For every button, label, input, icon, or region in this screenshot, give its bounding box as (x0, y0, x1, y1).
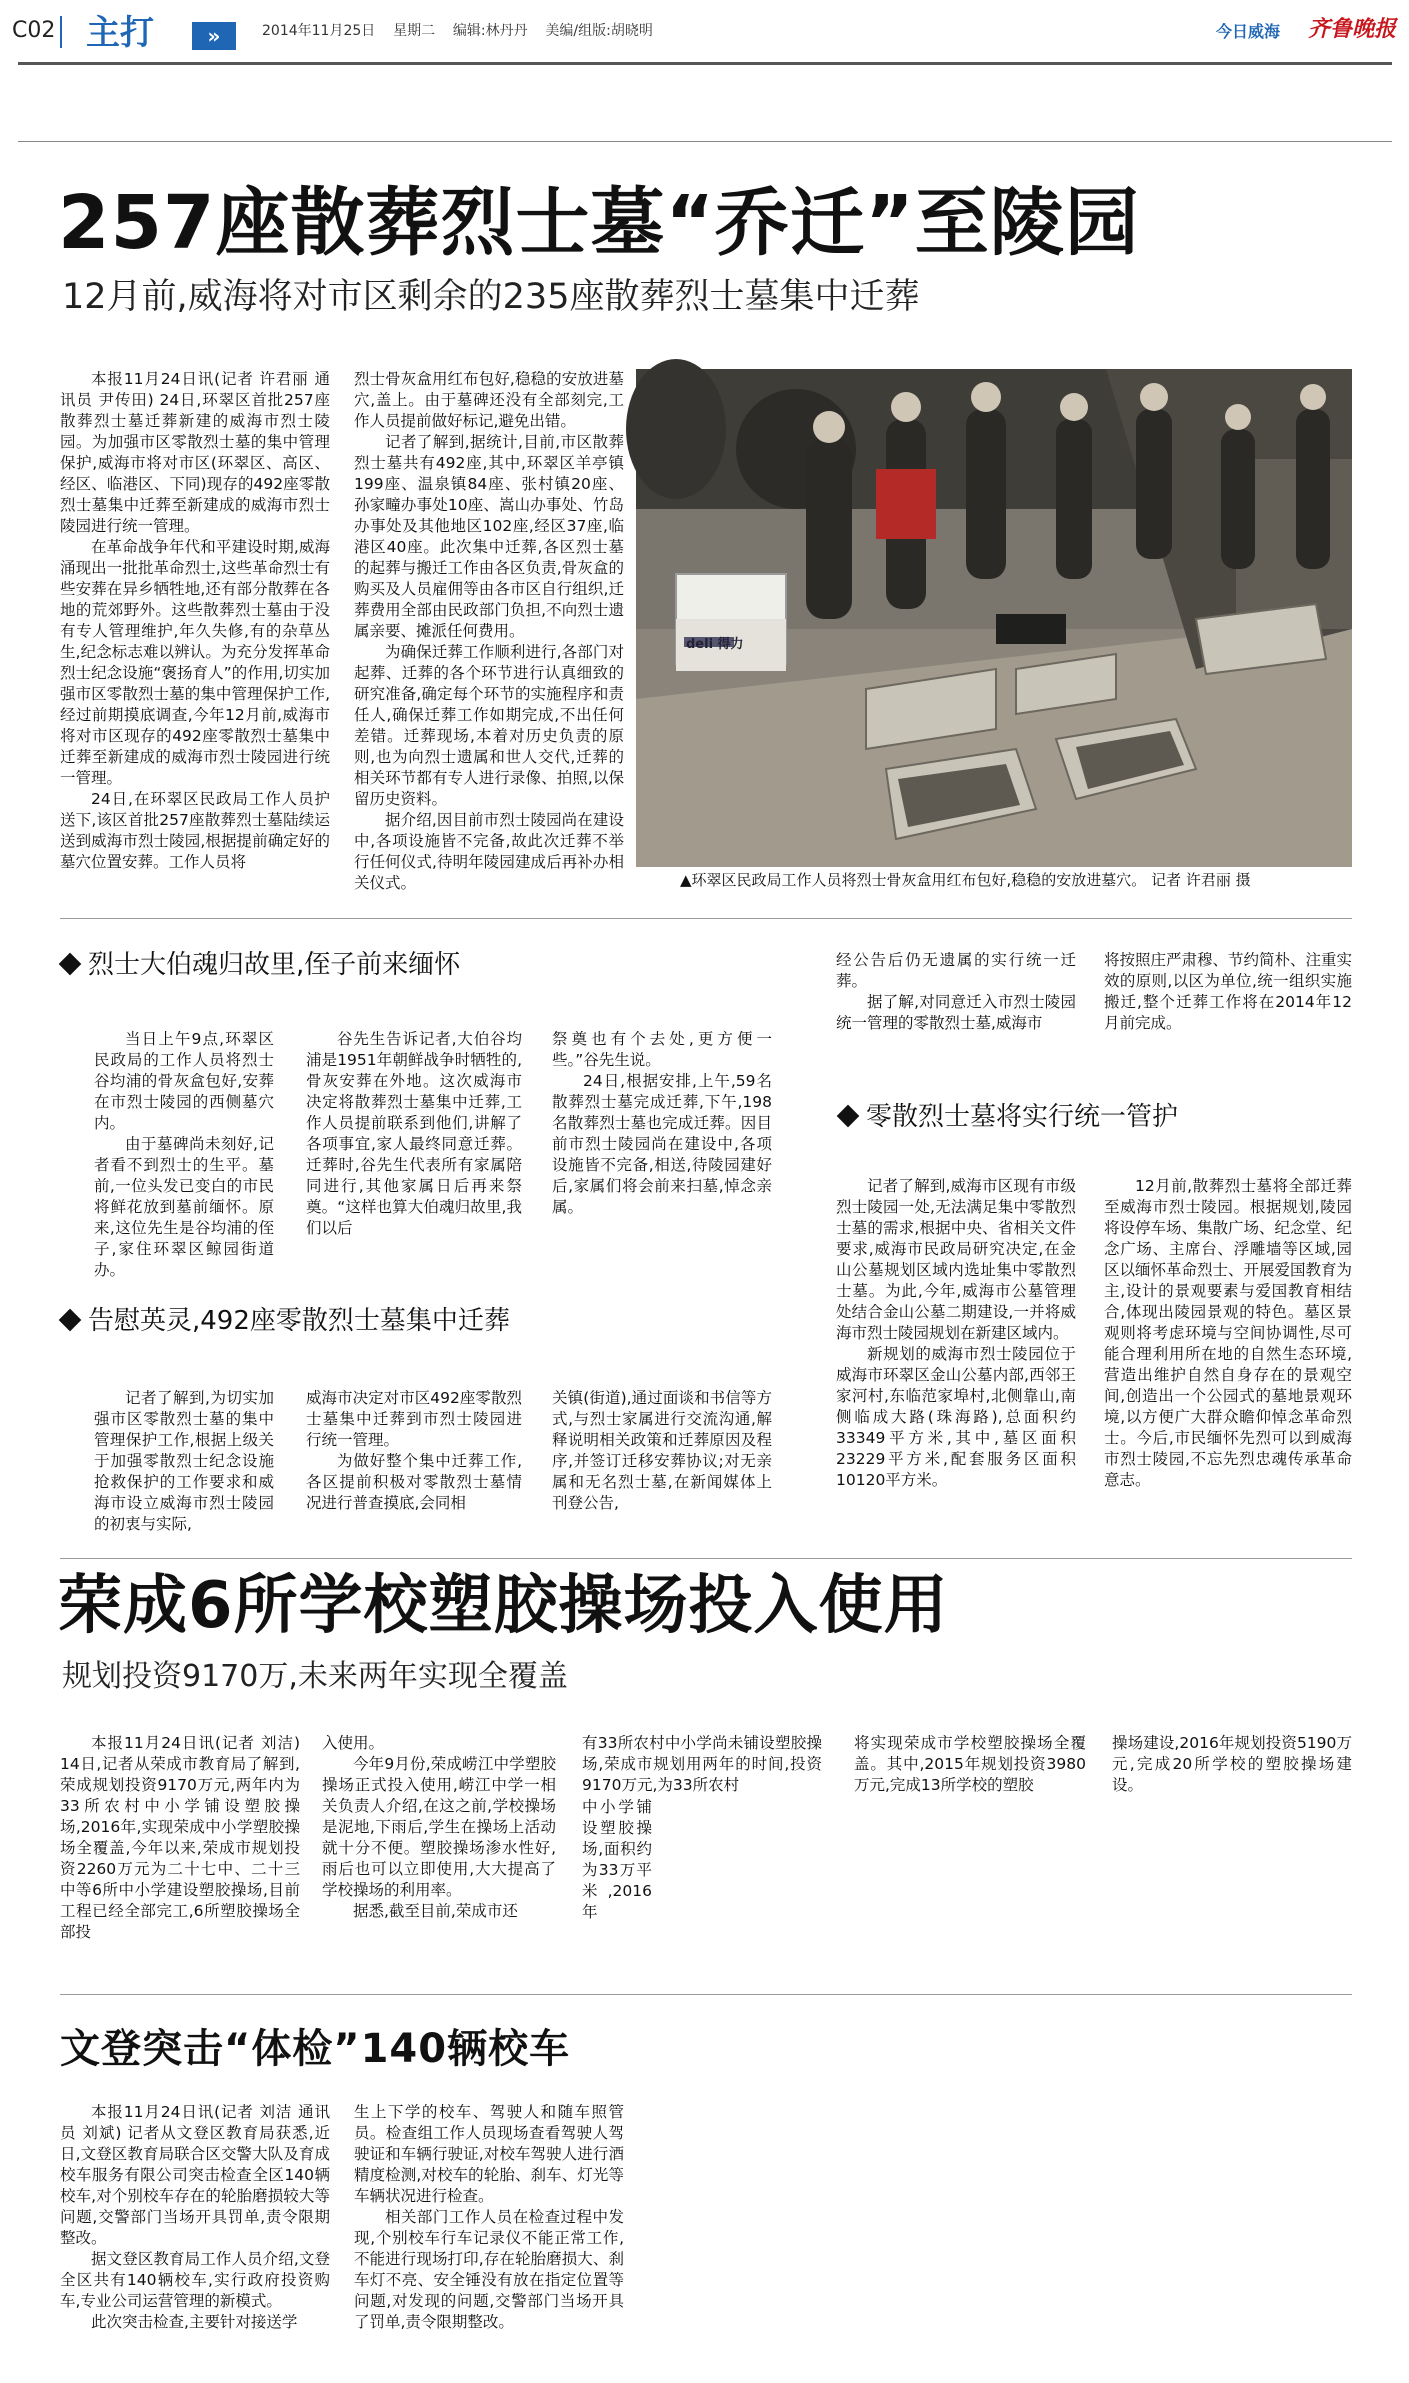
article3-col1 (60, 2102, 330, 2374)
section3-heading (836, 1102, 1178, 1132)
section-name: 主打 (86, 13, 154, 53)
article2-subtitle: 规划投资9170万,未来两年实现全覆盖 (62, 1659, 568, 1694)
upper-right-col2-p1: 将按照庄严肃穆、节约简朴、注重实效的原则,以区为单位,统一组织实施搬迁,整个迁葬工作将在2014年12月前完成。 (1104, 951, 1353, 1032)
article2-col1 (60, 1733, 300, 1969)
issue-date: 2014年11月25日 (262, 23, 376, 39)
article2-col5 (1112, 1733, 1352, 1797)
upper-right-col1 (836, 950, 1076, 1082)
section2-heading-text: 告慰英灵,492座零散烈士墓集中迁葬 (88, 1306, 510, 1336)
diamond-bullet-icon (59, 1309, 82, 1332)
article1-col1-p1: 本报11月24日讯(记者 许君丽 通讯员 尹传田) 24日,环翠区首批257座散葬烈士墓迁葬新建的威海市烈士陵园。为加强市区零散烈士墓的集中管理保护,威海市将对市区(环翠区、高区、经区、临港区、下同)现存的492座零散烈士墓集中迁葬至新建成的威海市烈士陵园进行统一管理。 (60, 370, 330, 535)
article2-col4-p1: 将实现荣成市学校塑胶操场全覆盖。其中,2015年规划投资3980万元,完成13所学校的塑胶 (854, 1734, 1086, 1794)
diamond-bullet-icon (837, 1105, 860, 1128)
box-label: deli 得力 (686, 637, 744, 652)
section2-heading (58, 1306, 510, 1336)
article3-col2-p1: 生上下学的校车、驾驶人和随车照管员。检查组工作人员现场查看驾驶人驾驶证和车辆行驶证,对校车驾驶人进行酒精度检测,对校车的轮胎、刹车、灯光等车辆状况进行检查。 (354, 2103, 624, 2205)
article3-divider (60, 1994, 1352, 1995)
page-number: C02 (12, 18, 56, 43)
article3-col1-p3: 此次突击检查,主要针对接送学 (91, 2313, 298, 2331)
section2-col2-p2: 为做好整个集中迁葬工作,各区提前积极对零散烈士墓情况进行普查摸底,会同相 (306, 1452, 522, 1512)
article1-col2-p1: 烈士骨灰盒用红布包好,稳稳的安放进墓穴,盖上。由于墓碑还没有全部刻完,工作人员提前做好标记,避免出错。 (354, 370, 624, 430)
article2-divider (60, 1558, 1352, 1559)
designer-credit: 美编/组版:胡晓明 (545, 23, 653, 39)
article2-col4 (854, 1733, 1086, 1797)
issue-weekday: 星期二 (393, 23, 436, 39)
article1-col2 (354, 369, 624, 891)
article2-col1-p1: 本报11月24日讯(记者 刘洁) 14日,记者从荣成市教育局了解到,荣成规划投资9170万元,两年内为33所农村中小学铺设塑胶操场,2016年,实现荣成中小学塑胶操场全覆盖,今年以来,荣成市规划投资2260万元为二十七中、二十三中等6所中小学建设塑胶操场,目前工程已经全部完工,6所塑胶操场全部投 (60, 1734, 300, 1941)
article2-col3a (582, 1733, 822, 1797)
section1-col2 (306, 1029, 522, 1265)
article1-col1 (60, 369, 330, 891)
upper-right-col2 (1104, 950, 1352, 1082)
article1-col1-p3: 24日,在环翠区民政局工作人员护送下,该区首批257座散葬烈士墓陆续运送到威海市烈士陵园,根据提前确定好的墓穴位置安葬。工作人员将 (60, 790, 330, 871)
header-divider (60, 16, 62, 48)
article2-col2-p1: 入使用。 (322, 1734, 385, 1752)
article1-subtitle: 12月前,威海将对市区剩余的235座散葬烈士墓集中迁葬 (62, 277, 920, 317)
section1-col1 (94, 1029, 274, 1279)
article1-col2-p2: 记者了解到,据统计,目前,市区散葬烈士墓共有492座,其中,环翠区羊亭镇199座、温泉镇84座、张村镇20座、孙家疃办事处10座、嵩山办事处、竹岛办事处及其他地区102座,经区37座,临港区40座。此次集中迁葬,各区烈士墓的起葬与搬迁工作由各区负责,骨灰盒的购买及人员雇佣等由各市区自行组织,迁葬费用全部由民政部门负担,不向烈士遗属亲要、摊派任何费用。 (354, 433, 624, 640)
article1-col1-p2: 在革命战争年代和平建设时期,威海涌现出一批批革命烈士,这些革命烈士有些安葬在异乡牺牲地,还有部分散葬在各地的荒郊野外。这些散葬烈士墓由于没有专人管理维护,年久失修,有的杂草丛生,纪念标志难以辨认。为充分发挥革命烈士纪念设施“褒扬育人”的作用,切实加强市区零散烈士墓的集中管理保护工作,经过前期摸底调查,今年12月前,威海市将对市区现存的492座零散烈士墓集中迁葬至新建成的威海市烈士陵园进行统一管理。 (60, 538, 330, 787)
section3-col2-p1: 12月前,散葬烈士墓将全部迁葬至威海市烈士陵园。根据规划,陵园将设停车场、集散广场、纪念堂、纪念广场、主席台、浮雕墙等区域,园区以缅怀革命烈士、开展爱国教育为主,设计的景观要素与爱国教育相结合,体现出陵园景观的特色。墓区景观则将考虑环境与空间协调性,尽可能合理利用所在地的自然生态环境,营造出维护自然自身存在的景观空间,创造出一个公园式的墓地景观环境,以方便广大群众瞻仰悼念革命烈士。今后,市民缅怀先烈可以到威海市烈士陵园,不忘先烈忠魂传承革命意志。 (1104, 1177, 1353, 1489)
article2-col2-p2: 今年9月份,荣成崂江中学塑胶操场正式投入使用,崂江中学一相关负责人介绍,在这之前,学校操场是泥地,下雨后,学生在操场上活动就十分不便。塑胶操场渗水性好,雨后也可以立即使用,大大提高了学校操场的利用率。 (322, 1755, 556, 1899)
news-photo (636, 369, 1352, 867)
section3-col2 (1104, 1176, 1352, 1540)
article2-col2-p3: 据悉,截至目前,荣成市还 (353, 1902, 518, 1920)
section1-col3-p2: 24日,根据安排,上午,59名散葬烈士墓完成迁葬,下午,198名散葬烈士墓也完成迁葬。因目前市烈士陵园尚在建设中,各项设施皆不完备,相送,待陵园建好后,家属们将会前来扫墓,悼念亲属。 (552, 1072, 772, 1216)
article3-col2 (354, 2102, 624, 2374)
section1-heading (58, 950, 460, 980)
article2-col3b (582, 1797, 652, 1947)
article1-divider (60, 918, 1352, 919)
article2-col5-p1: 操场建设,2016年规划投资5190万元,完成20所学校的塑胶操场建设。 (1112, 1734, 1352, 1794)
section3-heading-text: 零散烈士墓将实行统一管护 (866, 1102, 1179, 1132)
diamond-bullet-icon (59, 953, 82, 976)
section2-col1-p1: 记者了解到,为切实加强市区零散烈士墓的集中管理保护工作,根据上级关于加强零散烈士纪念设施抢救保护的工作要求和威海市设立威海市烈士陵园的初衷与实际, (94, 1389, 274, 1533)
section2-col3-p1: 关镇(街道),通过面谈和书信等方式,与烈士家属进行交流沟通,解释说明相关政策和迁葬原因及程序,并签订迁移安葬协议;对无亲属和无名烈士墓,在新闻媒体上刊登公告, (552, 1389, 772, 1512)
article2-col2 (322, 1733, 556, 1969)
article3-title: 文登突击“体检”140辆校车 (60, 2026, 571, 2072)
brand-logo: 齐鲁晚报 (1308, 17, 1397, 42)
article2-title: 荣成6所学校塑胶操场投入使用 (58, 1569, 949, 1643)
article3-col1-p2: 据文登区教育局工作人员介绍,文登全区共有140辆校车,实行政府投资购车,专业公司运营管理的新模式。 (60, 2250, 330, 2310)
section1-col3 (552, 1029, 772, 1265)
article1-col2-p4: 据介绍,因目前市烈士陵园尚在建设中,各项设施皆不完备,故此次迁葬不举行任何仪式,待明年陵园建成后再补办相关仪式。 (354, 811, 624, 892)
photo-caption: ▲环翠区民政局工作人员将烈士骨灰盒用红布包好,稳稳的安放进墓穴。 记者 许君丽 摄 (680, 871, 1251, 889)
section1-col1-p1: 当日上午9点,环翠区民政局的工作人员将烈士谷均浦的骨灰盒包好,安葬在市烈士陵园的西侧墓穴内。 (94, 1030, 274, 1132)
page-header (0, 0, 1409, 60)
article1-title: 257座散葬烈士墓“乔迁”至陵园 (58, 180, 1140, 266)
section1-col2-p1: 谷先生告诉记者,大伯谷均浦是1951年朝鲜战争时牺牲的,骨灰安葬在外地。这次威海市决定将散葬烈士墓集中迁葬,工作人员提前联系到他们,讲解了各项事宜,家人最终同意迁葬。迁葬时,谷先生代表所有家属陪同进行,其他家属日后再来祭奠。“这样也算大伯魂归故里,我们以后 (306, 1030, 522, 1237)
section2-col1 (94, 1388, 274, 1540)
section1-col1-p2: 由于墓碑尚未刻好,记者看不到烈士的生平。墓前,一位头发已变白的市民将鲜花放到墓前缅怀。原来,这位先生是谷均浦的侄子,家住环翠区鲸园街道办。 (94, 1135, 274, 1279)
article2-col3a-p1: 有33所农村中小学尚未铺设塑胶操场,荣成市规划用两年的时间,投资9170万元,为33所农村 (582, 1734, 822, 1794)
section2-col2-p1: 威海市决定对市区492座零散烈士墓集中迁葬到市烈士陵园进行统一管理。 (306, 1389, 522, 1449)
section1-heading-text: 烈士大伯魂归故里,侄子前来缅怀 (88, 950, 461, 980)
section1-col3-p1: 祭奠也有个去处,更方便一些。”谷先生说。 (552, 1030, 772, 1069)
section3-col1-p2: 新规划的威海市烈士陵园位于威海市环翠区金山公墓内部,西邻王家河村,东临范家埠村,北侧靠山,南侧临成大路(珠海路),总面积约33349平方米,其中,墓区面积23229平方米,配套服务区面积10120平方米。 (836, 1345, 1076, 1489)
photo-illustration (636, 369, 1352, 867)
article3-col2-p2: 相关部门工作人员在检查过程中发现,个别校车行车记录仪不能正常工作,不能进行现场打印,存在轮胎磨损大、刹车灯不亮、安全锤没有放在指定位置等问题,对发现的问题,交警部门当场开具了罚单,责令限期整改。 (354, 2208, 624, 2331)
section2-col2 (306, 1388, 522, 1540)
double-chevron-icon: » (192, 22, 236, 50)
upper-right-col1-p1: 经公告后仍无遗属的实行统一迁葬。 (836, 951, 1076, 990)
header-rule-thin (18, 141, 1392, 142)
section2-col3 (552, 1388, 772, 1540)
article1-col2-p3: 为确保迁葬工作顺利进行,各部门对起葬、迁葬的各个环节进行认真细致的研究准备,确定每个环节的实施程序和责任人,确保迁葬工作如期完成,不出任何差错。迁葬现场,本着对历史负责的原则,也为向烈士遗属和世人交代,迁葬的相关环节都有专人进行录像、拍照,以保留历史资料。 (354, 643, 624, 808)
edition-name: 今日威海 (1216, 22, 1281, 41)
section3-col1 (836, 1176, 1076, 1540)
header-meta (262, 22, 653, 40)
upper-right-col1-p2: 据了解,对同意迁入市烈士陵园统一管理的零散烈士墓,威海市 (836, 993, 1076, 1032)
article3-col1-p1: 本报11月24日讯(记者 刘洁 通讯员 刘斌) 记者从文登区教育局获悉,近日,文登区教育局联合区交警大队及育成校车服务有限公司突击检查全区140辆校车,对个别校车存在的轮胎磨损较大等问题,交警部门当场开具罚单,责令限期整改。 (60, 2103, 330, 2247)
section3-col1-p1: 记者了解到,威海市区现有市级烈士陵园一处,无法满足集中零散烈士墓的需求,根据中央、省相关文件要求,威海市民政局研究决定,在金山公墓规划区域内选址集中零散烈士墓。为此,今年,威海市公墓管理处结合金山公墓二期建设,一并将威海市烈士陵园规划在新建区域内。 (836, 1177, 1076, 1342)
header-rule (18, 62, 1392, 65)
editor-credit: 编辑:林丹丹 (452, 23, 528, 39)
article2-col3b-p1: 中小学铺设塑胶操场,面积约为33万平米,2016年 (582, 1798, 652, 1921)
